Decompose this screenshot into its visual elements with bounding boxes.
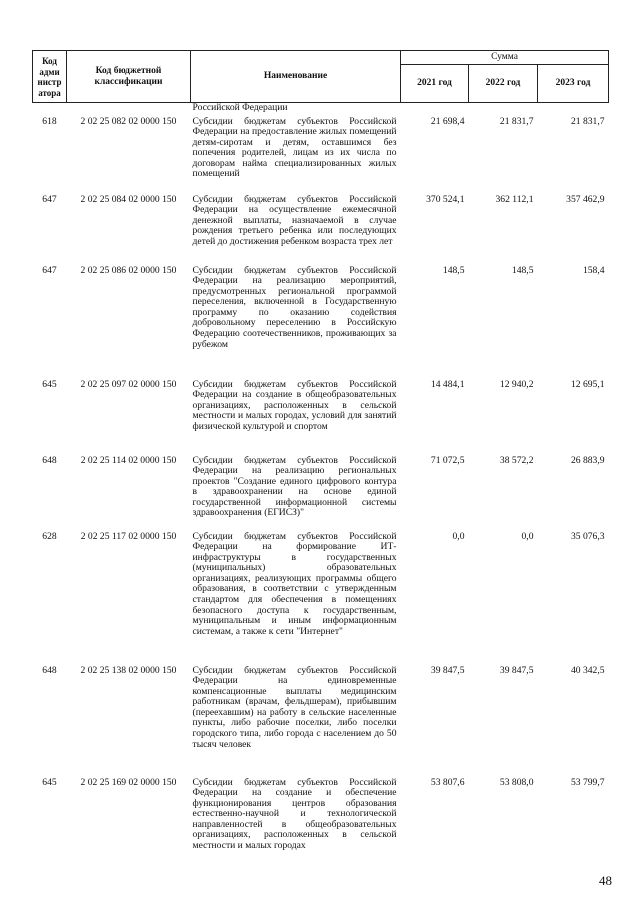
value-2022: 38 572,2 — [499, 454, 534, 466]
page-number: 48 — [599, 873, 612, 888]
value-2023: 158,4 — [582, 264, 605, 276]
header-budget-code — [67, 51, 191, 103]
value-2022: 0,0 — [521, 530, 534, 542]
table-body — [33, 103, 609, 870]
value-2023: 40 342,5 — [570, 664, 605, 676]
value-2023: 357 462,9 — [566, 193, 605, 205]
continuation-row — [33, 103, 609, 117]
admin-code: 648 — [42, 454, 57, 466]
admin-code: 628 — [42, 530, 57, 542]
header-budget-code-line: классификации — [94, 76, 163, 87]
header-name: Наименование — [191, 51, 401, 103]
value-2021: 0,0 — [452, 530, 465, 542]
row-name: Субсидии бюджетам субъектов Российской Федерации на реализацию мероприятий, предусмотренных региональной программой переселения, включенной в Государственную программу по оказанию содействия добровольному переселению в Российскую Федерацию соотечественников, проживающих за рубежом — [192, 264, 397, 350]
budget-code: 2 02 25 117 02 0000 150 — [80, 530, 177, 542]
table-row — [33, 778, 609, 870]
row-name: Субсидии бюджетам субъектов Российской Федерации на предоставление жилых помещений детям-сиротам и детям, оставшимся без попечения родителей, лицам из их числа по договорам найма специализированных жилых помещений — [192, 115, 397, 180]
value-2022: 21 831,7 — [499, 115, 534, 127]
value-2021: 370 524,1 — [426, 193, 465, 205]
value-2021: 14 484,1 — [430, 378, 465, 390]
value-2021: 53 807,6 — [430, 776, 465, 788]
header-year-2021: 2021 год — [401, 65, 469, 103]
value-2023: 12 695,1 — [570, 378, 605, 390]
admin-code: 648 — [42, 664, 57, 676]
table-row — [33, 380, 609, 456]
header-budget-code-line: Код бюджетной — [95, 65, 162, 76]
budget-code: 2 02 25 097 02 0000 150 — [80, 378, 177, 390]
value-2022: 148,5 — [511, 264, 534, 276]
table-header — [33, 51, 609, 103]
value-2021: 21 698,4 — [430, 115, 465, 127]
admin-code: 645 — [42, 378, 57, 390]
budget-code: 2 02 25 086 02 0000 150 — [80, 264, 177, 276]
value-2022: 362 112,1 — [495, 193, 534, 205]
header-year-2022: 2022 год — [469, 65, 538, 103]
header-admin-code-line: атора — [38, 87, 61, 98]
row-name: Субсидии бюджетам субъектов Российской Федерации на создание и обеспечение функционирования центров образования естественно-научной и технологической направленностей в общеобразовательных организациях, расположенных в сельской местности и малых городах — [192, 776, 397, 852]
table-row — [33, 266, 609, 380]
continuation-text: Российской Федерации — [192, 102, 288, 113]
row-name: Субсидии бюджетам субъектов Российской Федерации на формирование ИТ-инфраструктуры в государственных (муниципальных) образовательных организациях, реализующих программы общего образования, в соответствии с утвержденным стандартом для обеспечения в помещениях безопасного доступа к государственным, муниципальным и иным информационным системам, а также к сети "Интернет" — [192, 530, 397, 637]
value-2021: 148,5 — [442, 264, 465, 276]
header-admin-code-line: нистр — [37, 77, 62, 87]
table-row — [33, 532, 609, 666]
row-name: Субсидии бюджетам субъектов Российской Федерации на осуществление ежемесячной денежной выплаты, назначаемой в случае рождения третьего ребенка или последующих детей до достижения ребенком возраста трех лет — [192, 193, 397, 247]
budget-code: 2 02 25 169 02 0000 150 — [80, 776, 177, 788]
table-row — [33, 456, 609, 532]
value-2023: 26 883,9 — [570, 454, 605, 466]
admin-code: 647 — [42, 264, 57, 276]
header-admin-code-line: адми — [39, 66, 60, 77]
value-2022: 39 847,5 — [499, 664, 534, 676]
budget-table — [32, 50, 608, 870]
row-name: Субсидии бюджетам субъектов Российской Федерации на создание в общеобразовательных организациях, расположенных в сельской местности и малых городах, условий для занятий физической культурой и спортом — [192, 378, 397, 432]
budget-code: 2 02 25 082 02 0000 150 — [80, 115, 177, 127]
value-2023: 35 076,3 — [570, 530, 605, 542]
value-2021: 39 847,5 — [430, 664, 465, 676]
header-admin-code — [33, 51, 67, 103]
admin-code: 618 — [42, 115, 57, 127]
table-row — [33, 117, 609, 195]
budget-code: 2 02 25 084 02 0000 150 — [80, 193, 177, 205]
value-2021: 71 072,5 — [430, 454, 465, 466]
budget-code: 2 02 25 138 02 0000 150 — [80, 664, 177, 676]
value-2023: 53 799,7 — [570, 776, 605, 788]
budget-code: 2 02 25 114 02 0000 150 — [80, 454, 177, 466]
value-2022: 12 940,2 — [499, 378, 534, 390]
admin-code: 647 — [42, 193, 57, 205]
header-admin-code-line: Код — [42, 56, 57, 66]
row-name: Субсидии бюджетам субъектов Российской Федерации на реализацию региональных проектов "Создание единого цифрового контура в здравоохранении на основе единой государственной информационной системы здравоохранения (ЕГИСЗ)" — [192, 454, 397, 519]
row-name: Субсидии бюджетам субъектов Российской Федерации на единовременные компенсационные выплаты медицинским работникам (врачам, фельдшерам), прибывшим (переехавшим) на работу в сельские населенные пункты, либо рабочие поселки, либо поселки городского типа, либо города с населением до 50 тысяч человек — [192, 664, 397, 750]
table-row — [33, 666, 609, 778]
table-row — [33, 195, 609, 266]
value-2023: 21 831,7 — [570, 115, 605, 127]
value-2022: 53 808,0 — [499, 776, 534, 788]
admin-code: 645 — [42, 776, 57, 788]
header-year-2023: 2023 год — [538, 65, 609, 103]
header-sum: Сумма — [401, 51, 609, 65]
